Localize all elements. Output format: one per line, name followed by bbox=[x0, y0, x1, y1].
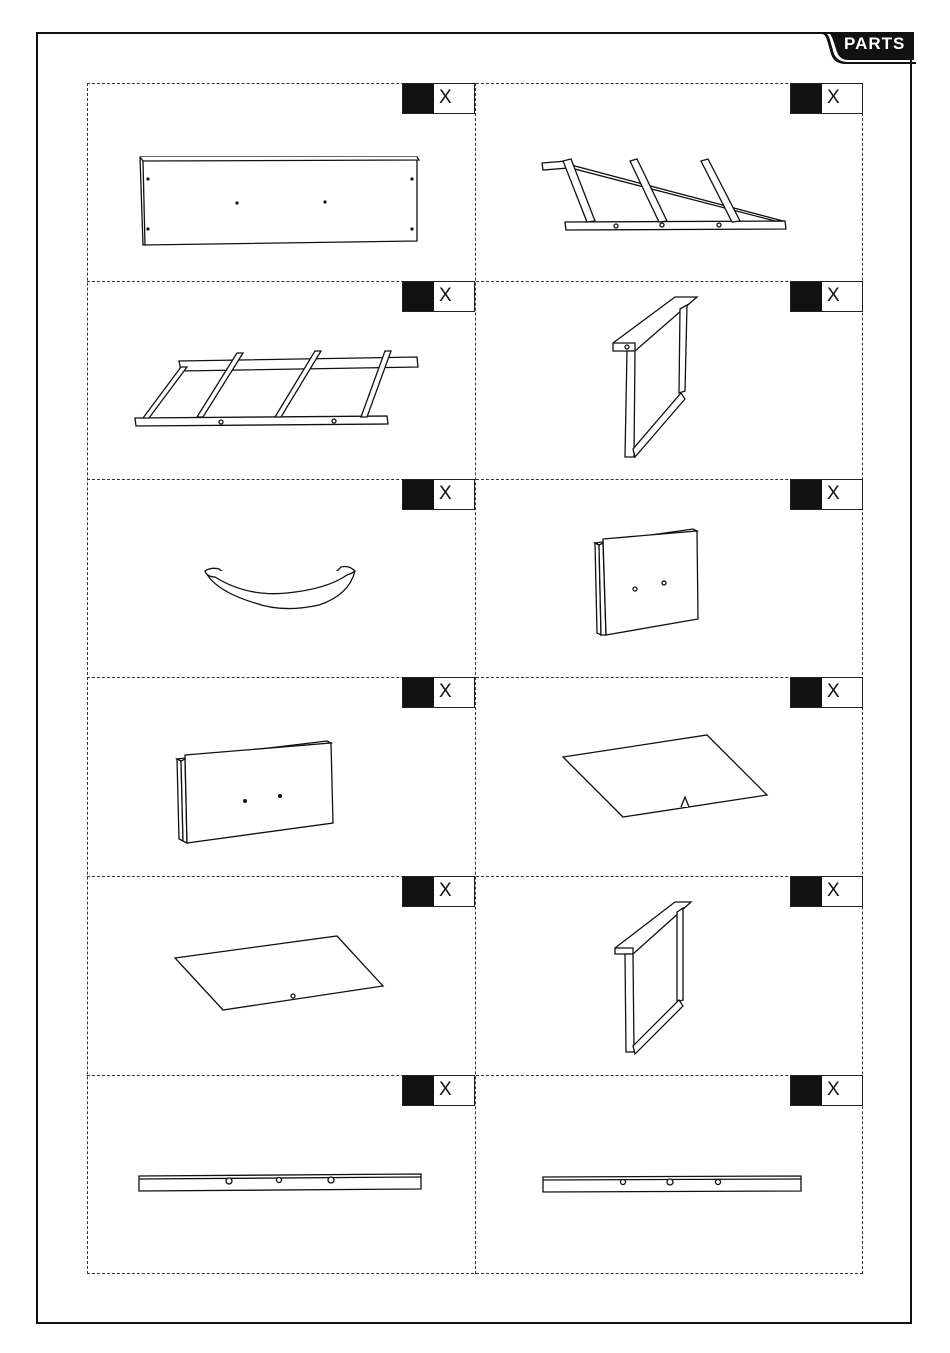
part-cell-8 bbox=[475, 677, 863, 875]
thin-sheet-icon bbox=[87, 876, 475, 1074]
part-cell-11 bbox=[87, 1075, 475, 1273]
quantity-label: X bbox=[827, 87, 840, 108]
part-cell-10 bbox=[475, 876, 863, 1074]
thin-sheet-icon bbox=[475, 677, 863, 875]
part-cell-1 bbox=[87, 83, 475, 281]
square-panel-icon bbox=[475, 479, 863, 677]
leg-frame-icon bbox=[475, 281, 863, 479]
part-cell-2 bbox=[475, 83, 863, 281]
quantity-label: X bbox=[439, 87, 452, 108]
top-panel-icon bbox=[87, 83, 475, 281]
curved-handle-icon bbox=[87, 479, 475, 677]
quantity-label: X bbox=[827, 1079, 840, 1100]
rail-bar-icon bbox=[475, 1075, 863, 1273]
ladder-frame-icon bbox=[475, 83, 863, 281]
quantity-label: X bbox=[439, 880, 452, 901]
part-cell-7 bbox=[87, 677, 475, 875]
quantity-label: X bbox=[827, 681, 840, 702]
quantity-label: X bbox=[439, 285, 452, 306]
quantity-label: X bbox=[439, 483, 452, 504]
rail-bar-icon bbox=[87, 1075, 475, 1273]
ladder-frame-icon bbox=[87, 281, 475, 479]
quantity-label: X bbox=[827, 880, 840, 901]
part-cell-3 bbox=[87, 281, 475, 479]
quantity-label: X bbox=[439, 681, 452, 702]
rect-panel-icon bbox=[87, 677, 475, 875]
part-cell-4 bbox=[475, 281, 863, 479]
quantity-label: X bbox=[827, 285, 840, 306]
part-cell-6 bbox=[475, 479, 863, 677]
leg-frame-icon bbox=[475, 876, 863, 1074]
part-cell-5 bbox=[87, 479, 475, 677]
part-cell-9 bbox=[87, 876, 475, 1074]
part-cell-12 bbox=[475, 1075, 863, 1273]
quantity-label: X bbox=[439, 1079, 452, 1100]
parts-section-label: PARTS bbox=[844, 34, 906, 53]
quantity-label: X bbox=[827, 483, 840, 504]
